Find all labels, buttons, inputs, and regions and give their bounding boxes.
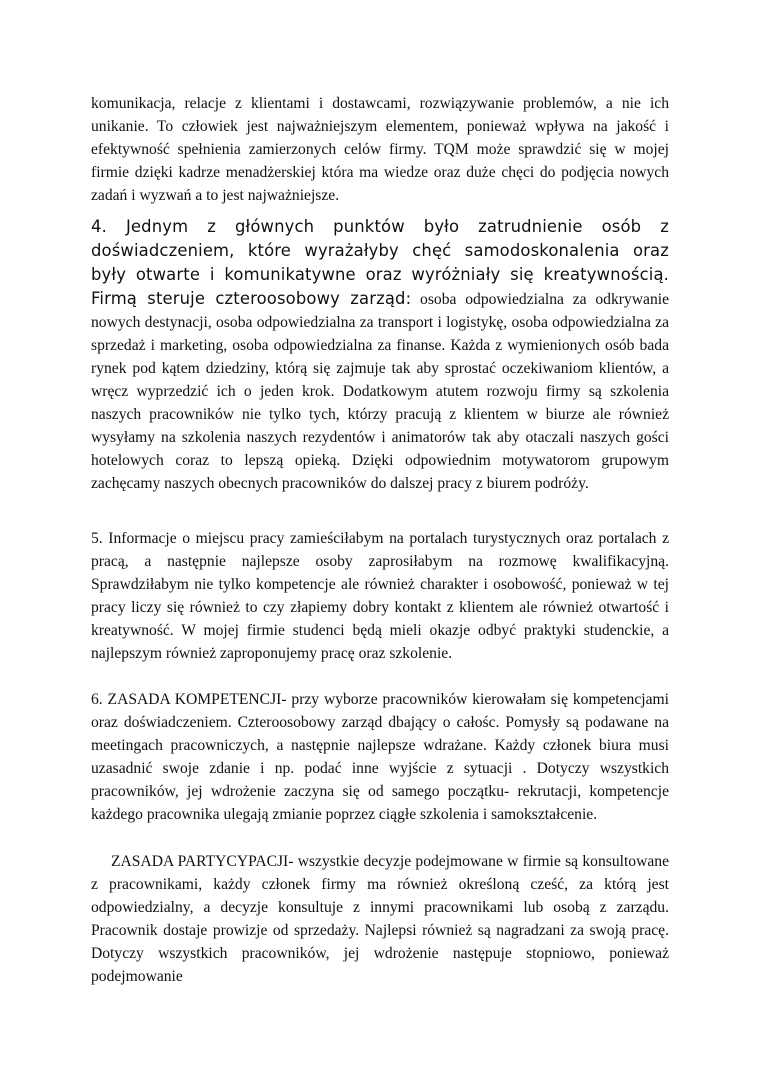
section-4-lead-text: 4. Jednym z głównych punktów było zatrudnienie osób z doświadczeniem, które wyrażałyby chęć samodoskonalenia oraz były otwarte i komunikatywne oraz wyróżniały się kreatywnością. Firmą steruje czteroosobowy zarząd: [91,217,669,308]
paragraph-section-5: 5. Informacje o miejscu pracy zamieściłabym na portalach turystycznych oraz portalach z pracą, a następnie najlepsze osoby zaprosiłabym na rozmowę kwalifikacyjną. Sprawdziłabym nie tylko kompetencje ale również charakter i osobowość, ponieważ w tej pracy liczy się również to czy złapiemy dobry kontakt z klientem ale również otwartość i kreatywność. W mojej firmie studenci będą mieli okazje odbyć praktyki studenckie, a najlepszym również zaproponujemy pracę oraz szkolenie. [91,530,669,662]
paragraph-participation-principle: ZASADA PARTYCYPACJI- wszystkie decyzje podejmowane w firmie są konsultowane z pracownikami, każdy członek firmy ma również określoną cześć, za którą jest odpowiedzialny, a decyzje konsultuje z innymi pracownikami lub osobą z zarządu. Pracownik dostaje prowizje od sprzedaży. Najlepsi również są nagradzani za swoją pracę. Dotyczy wszystkich pracowników, jej wdrożenie następuje stopniowo, ponieważ podejmowanie [91,853,669,985]
paragraph-section-6-competence: 6. ZASADA KOMPETENCJI- przy wyborze pracowników kierowałam się kompetencjami oraz doświadczeniem. Czteroosobowy zarząd dbający o całośc. Pomysły są podawane na meetingach pracowniczych, a następnie najlepsze wdrażane. Każdy członek biura musi uzasadnić swoje zdanie i np. podać inne wyjście z sytuacji . Dotyczy wszystkich pracowników, jej wdrożenie zaczyna się od samego początku- rekrutacji, kompetencje każdego pracownika ulegają zmianie poprzez ciągłe szkolenia i samokształcenie. [91,691,669,823]
paragraph-section-4 [91,215,669,495]
paragraph-tqm-conclusion: komunikacja, relacje z klientami i dostawcami, rozwiązywanie problemów, a nie ich unikanie. To człowiek jest najważniejszym elementem, ponieważ wpływa na jakość i efektywność spełnienia zamierzonych celów firmy. TQM może sprawdzić się w mojej firmie dzięki kadrze menadżerskiej która ma wiedze oraz duże chęci do podjęcia nowych zadań i wyzwań a to jest najważniejsze. [91,95,669,204]
section-4-body-text: osoba odpowiedzialna za odkrywanie nowych destynacji, osoba odpowiedzialna za transport i logistykę, osoba odpowiedzialna za sprzedaż i marketing, osoba odpowiedzialna za finanse. Każda z wymienionych osób bada rynek pod kątem dziedziny, którą się zajmuje tak aby sprostać oczekiwaniom klientów, a wręcz wyprzedzić ich o jeden krok. Dodatkowym atutem rozwoju firmy są szkolenia naszych pracowników nie tylko tych, którzy pracują z klientem w biurze ale również wysyłamy na szkolenia naszych rezydentów i animatorów tak aby otaczali naszych gości hotelowych coraz to lepszą opieką. Dzięki odpowiednim motywatorom grupowym zachęcamy naszych obecnych pracowników do dalszej pracy z biurem podróży. [91,291,670,492]
